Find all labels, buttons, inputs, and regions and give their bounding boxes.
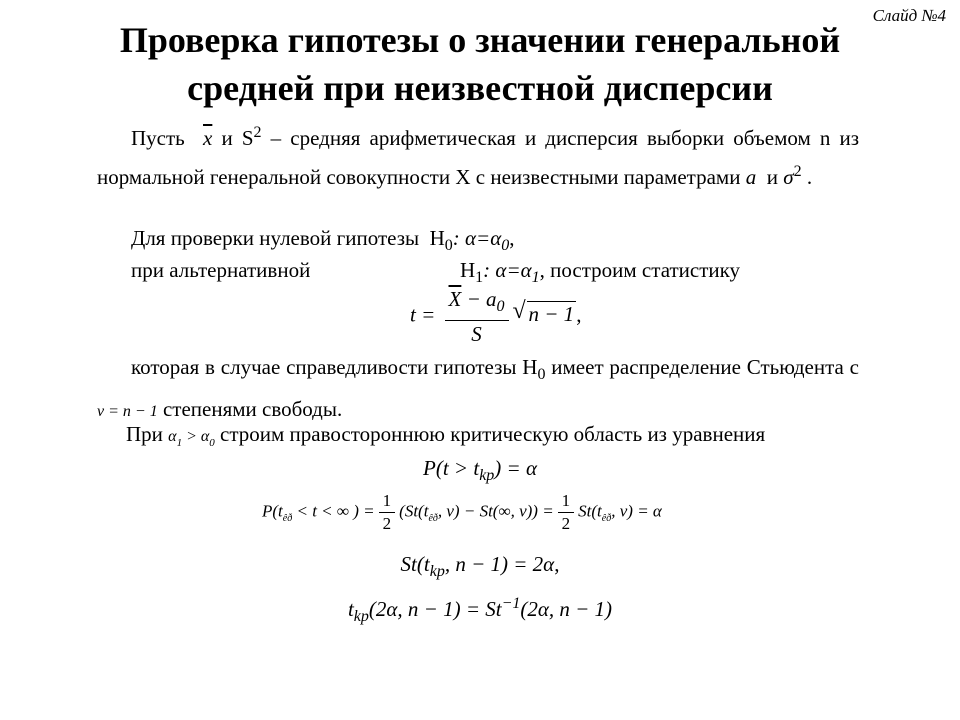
paragraph-student-distribution: которая в случае справедливости гипотезы $H_0$ имеет распределение Стьюдента с ν = n − 1 степенями свободы. xyxy=(97,355,859,422)
title-line-2: средней при неизвестной дисперсии xyxy=(187,68,773,108)
a-symbol: a xyxy=(745,165,757,189)
sigma-symbol: σ xyxy=(783,165,794,189)
formula-probability-critical: $P(t > t_{kp}) = \alpha$ xyxy=(423,456,537,485)
x-bar-symbol: $\overline{x}$ xyxy=(203,126,213,150)
paragraph-null-hypothesis: Для проверки нулевой гипотезы $H_0$: $\alpha=\alpha_0$, xyxy=(131,226,515,255)
paragraph-definitions: Пусть $\overline{x}$ и $S^2$ – средняя арифметическая и дисперсия выборки объемом n из нормальной генеральной совокупности X с неизвестными параметрами a и $\sigma^2$ . xyxy=(97,124,860,189)
title-line-1: Проверка гипотезы о значении генеральной xyxy=(119,20,841,60)
sqrt-icon: √ xyxy=(512,298,526,325)
alternative-hypothesis-expression: $H_1$: $\alpha=\alpha_1$, построим статистику xyxy=(460,258,741,287)
slide-title xyxy=(0,16,960,112)
slide-number: Слайд №4 xyxy=(872,6,946,25)
formula-critical-value: $t_{kp}(2\alpha$, $n - 1) = St^{-1}(2\alpha$, n − 1) xyxy=(347,595,613,626)
formula-student-equation: $St(t_{kp}$, n − 1) = 2α, xyxy=(400,552,560,581)
paragraph-alternative-hypothesis: при альтернативной xyxy=(131,258,311,282)
nu-expression: ν = n − 1 xyxy=(97,403,158,421)
formula-probability-expansion: $P(t_{êð} < t$ < ∞ ) = $\frac{1}{2}$ ($St(t_{êð}$, ν) − St(∞, ν)) = $\frac{1}{2}$ $St(t_{êð}$, ν) = α xyxy=(262,491,662,533)
formula-t-statistic: t = $\frac{\overline{X} - a_0}{S}$ √ n − 1, xyxy=(410,287,582,347)
paragraph-right-sided-region: При $\alpha_1 > \alpha_0$ строим правостороннюю критическую область из уравнения xyxy=(126,422,766,450)
